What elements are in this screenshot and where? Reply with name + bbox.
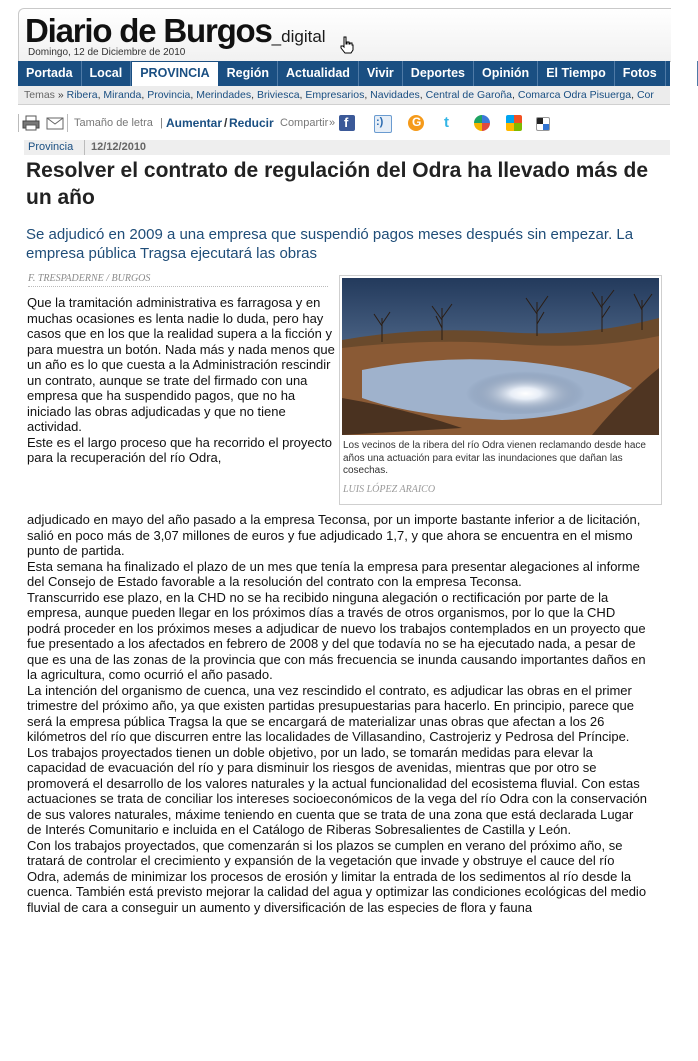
article-paragraph: Con los trabajos proyectados, que comenzarán si los plazos se cumplen en verano del próximo año, se tratará de controlar el crecimiento y expansión de la vegetación que invade y obstruye el cauce del río Odra, además de minimizar los procesos de erosión y limitar la entrada de los sedimentos al río desde la cuenca. También está previsto mejorar la calidad del agua y optimizar las condiciones ecológicas del medio fluvial de cara a conseguir un aumento y diversificación de las especies de flora y fauna	[27, 837, 647, 915]
topic-link[interactable]: Central de Garoña	[425, 89, 513, 101]
font-increase-link[interactable]: Aumentar	[166, 116, 223, 130]
twitter-icon[interactable]: t	[441, 115, 457, 131]
photo-caption: Los vecinos de la ribera del río Odra vienen reclamando desde hace años una actuación para evitar las inundaciones que dañan las cosechas.	[343, 440, 646, 476]
topic-link[interactable]: Merindades	[196, 89, 252, 101]
topic-link[interactable]: Comarca Odra Pisuerga	[517, 89, 632, 101]
tools-divider	[18, 114, 21, 132]
article-paragraph: Transcurrido ese plazo, en la CHD no se ha recibido ninguna alegación o rectificación por parte de la empresa, aunque pueden llegar en los próximos días a través de otros organismos, por lo que la CHD podrá proceder en los próximos meses a adjudicar de nuevo los trabajos contemplados en un proyecto que fue presentado a los afectados en febrero de 2008 y del que todavía no se ha ejecutado nada, a pesar de que es una de las zonas de la provincia que con más frecuencia se inunda causando importantes daños en la agricultura, como ocurrió el año pasado.	[27, 589, 646, 682]
article-tools: Tamaño de letra | Aumentar / Reducir Compartir » f :) G t	[18, 112, 670, 136]
share-icon[interactable]: :)	[374, 115, 392, 133]
topic-link[interactable]: Miranda	[103, 89, 142, 101]
article-paragraph: Que la tramitación administrativa es farragosa y en muchas ocasiones es lenta nadie lo duda, pero hay casos que en los que la realidad supera a la ficción y para muestra un botón. Nada más y nada menos que un año es lo que cuesta a la Administración rescindir un contrato, aunque se trate del firmado con una empresa que ha suspendido pagos, que no ha iniciado las obras adjudicadas y que no tiene actividad.	[27, 295, 335, 434]
photo-credit: LUIS LÓPEZ ARAICO	[343, 484, 436, 495]
topic-link[interactable]: Cor	[636, 89, 654, 101]
article-paragraph: Los trabajos proyectados tienen un doble objetivo, por un lado, se tomarán medidas para elevar la capacidad de evacuación del río y para disminuir los riesgos de avenidas, mientras que por otro se promoverá el desarrollo de los valores naturales y la actual funcionalidad del ecosistema fluvial. Con estas actuaciones se trata de conciliar los intereses socioeconómicos de la vega del río Odra con la conservación de sus valores naturales, máxime teniendo en cuenta que se trata de una zona que está declarada Lugar de Interés Comunitario e incluida en el Catálogo de Riberas Sobresalientes de Castilla y León.	[27, 744, 648, 837]
section-date: 12/12/2010	[84, 140, 146, 155]
nav-es[interactable]: Es	[666, 61, 698, 86]
facebook-icon[interactable]: f	[339, 115, 355, 131]
email-icon[interactable]	[46, 115, 64, 131]
article-paragraph: adjudicado en mayo del año pasado a la empresa Teconsa, por un importe bastante inferior a de licitación, salió en poco más de 3,07 millones de euros y fue adjudicado 1,7, y que ahora se encuentra en el mismo punto de partida.	[27, 512, 641, 558]
section-bar	[24, 140, 670, 155]
header-date: Domingo, 12 de Diciembre de 2010	[28, 47, 186, 58]
share-separator: »	[329, 117, 336, 129]
byline-divider	[28, 286, 328, 287]
nav-vivir[interactable]: Vivir	[359, 61, 403, 86]
article-paragraph: La intención del organismo de cuenca, una vez rescindido el contrato, es adjudicar las obras en el primer trimestre del próximo año, ya que existen partidas presupuestarias para hacerlo. En principio, parece que será la empresa pública Tragsa la que se encargará de materializar unas obras que afectan a los 26 kilómetros del río que discurren entre las localidades de Villasandino, Castrojeriz y Pedrosa del Príncipe.	[27, 682, 635, 744]
main-nav	[18, 61, 690, 86]
topics-label: Temas	[24, 89, 55, 101]
topic-link[interactable]: Provincia	[147, 89, 191, 101]
topic-link[interactable]: Ribera	[66, 89, 98, 101]
article-title: Resolver el contrato de regulación del Odra ha llevado más de un año	[26, 159, 649, 209]
article-body-narrow	[27, 295, 339, 466]
font-size-label: Tamaño de letra	[74, 117, 153, 129]
tools-divider	[67, 114, 68, 132]
nav-portada[interactable]: Portada	[18, 61, 82, 86]
topic-link[interactable]: Empresarios	[305, 89, 365, 101]
article-photo-box	[339, 275, 662, 505]
topic-link[interactable]: Briviesca	[256, 89, 300, 101]
article-photo[interactable]	[342, 278, 659, 435]
nav-local[interactable]: Local	[82, 61, 132, 86]
windows-live-icon[interactable]	[506, 115, 522, 131]
article-paragraph: Este es el largo proceso que ha recorrido el proyecto para la recuperación del río Odra,	[27, 434, 332, 465]
article-subtitle: Se adjudicó en 2009 a una empresa que suspendió pagos meses después sin empezar. La empresa pública Tragsa ejecutará las obras	[26, 226, 634, 262]
nav-region[interactable]: Región	[219, 61, 278, 86]
section-link[interactable]: Provincia	[28, 141, 74, 153]
share-label: Compartir	[280, 117, 329, 129]
nav-fotos[interactable]: Fotos	[615, 61, 666, 86]
article-paragraph: Esta semana ha finalizado el plazo de un mes que tenía la empresa para presentar alegaciones al informe del Consejo de Estado favorable a la resolución del contrato con la empresa Teconsa.	[27, 558, 640, 589]
article-byline: F. TRESPADERNE / BURGOS	[28, 273, 151, 284]
nav-deportes[interactable]: Deportes	[403, 61, 474, 86]
site-header	[18, 8, 671, 62]
logo-suffix: _digital	[271, 27, 326, 46]
font-decrease-link[interactable]: Reducir	[229, 116, 274, 130]
nav-provincia[interactable]: PROVINCIA	[131, 61, 218, 86]
print-icon[interactable]	[22, 115, 40, 131]
nav-actualidad[interactable]: Actualidad	[278, 61, 359, 86]
font-size-separator: /	[224, 116, 228, 130]
google-icon[interactable]	[474, 115, 490, 131]
topics-bar: Temas » Ribera, Miranda, Provincia, Merindades, Briviesca, Empresarios, Navidades, Central de Garoña, Comarca Odra Pisuerga, Cor	[18, 86, 670, 105]
nav-el-tiempo[interactable]: El Tiempo	[538, 61, 615, 86]
topic-link[interactable]: Navidades	[370, 89, 420, 101]
nav-opinion[interactable]: Opinión	[474, 61, 538, 86]
hand-cursor-icon	[340, 36, 354, 54]
article-body-wide	[27, 512, 647, 915]
delicious-icon[interactable]	[536, 117, 550, 131]
meneame-icon[interactable]: G	[408, 115, 424, 131]
logo-main: Diario de Burgos	[25, 12, 272, 49]
